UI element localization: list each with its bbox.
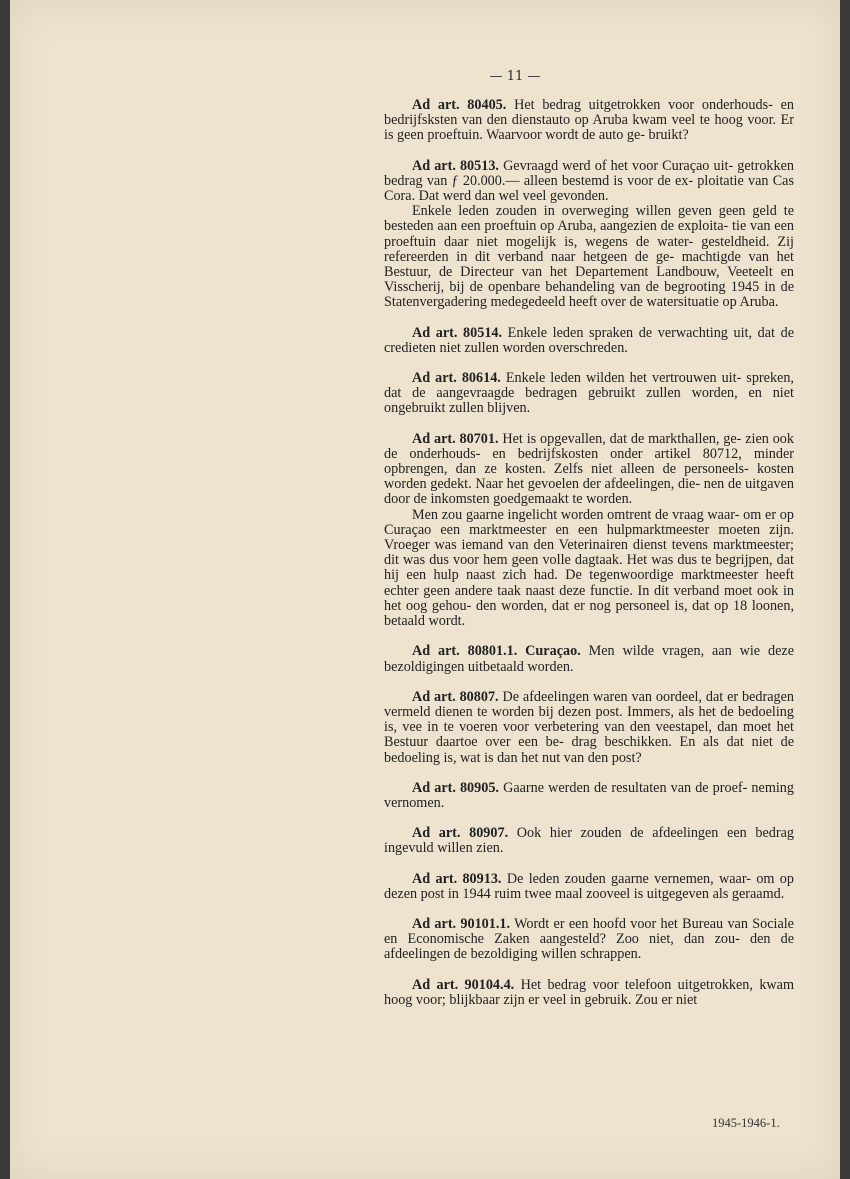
article-label: Ad art. 80405. [412, 97, 507, 113]
paragraph [384, 508, 794, 630]
paragraph-text: Gevraagd werd of het voor Curaçao uit- getrokken bedrag van ƒ 20.000.— alleen bestemd is voor de ex- ploitatie van Cas Cora. Dat werd dan wel veel gevonden. [384, 157, 794, 205]
article-section [384, 826, 794, 856]
page-number: — 11 — [489, 69, 541, 84]
paragraph-text: Men wilde vragen, aan wie deze bezoldigingen uitbetaald worden. [384, 643, 794, 675]
paragraph-text: Enkele leden wilden het vertrouwen uit- spreken, dat de aangevraagde bedragen gebruikt zullen worden, en niet ongebruikt zullen blijven. [384, 370, 794, 417]
article-section [384, 371, 794, 417]
article-section [384, 644, 794, 674]
document-reference: 1945-1946-1. [712, 1116, 780, 1130]
article-label: Ad art. 90104.4. [412, 976, 515, 993]
article-section [384, 978, 794, 1008]
paragraph-text: Men zou gaarne ingelicht worden omtrent de vraag waar- om er op Curaçao een marktmeester en een hulpmarktmeester moeten zijn. Vroeger was iemand van den Veterinairen dienst tevens marktmeester; dit was dus voor hem geen volle dagtaak. Het was dus te begrijpen, dat hij een hulp naast zich had. De tegenwoordige marktmeester heeft echter geen andere taak naast deze functie. In dit verband moet ook in het oog gehou- den worden, dat er nog personeel is, dat op 18 loonen, betaald wordt. [384, 506, 794, 630]
paragraph [384, 98, 794, 144]
article-label: Ad art. 80801.1. Curaçao. [412, 643, 581, 660]
paragraph [384, 872, 794, 902]
article-label: Ad art. 80807. [412, 688, 499, 705]
article-label: Ad art. 80905. [412, 779, 499, 796]
paragraph-text: Het bedrag uitgetrokken voor onderhouds- en bedrijfsksten van den dienstauto op Aruba kwam veel te hoog voor. Er is geen proeftuin. Waarvoor wordt de auto ge- bruikt? [384, 97, 794, 144]
paragraph [384, 690, 794, 766]
paragraph [384, 826, 794, 856]
paragraph [384, 781, 794, 811]
paragraph [384, 326, 794, 356]
article-section [384, 690, 794, 766]
paragraph [384, 917, 794, 963]
paragraph-text: Ook hier zouden de afdeelingen een bedrag ingevuld willen zien. [384, 825, 794, 857]
paragraph-text: Enkele leden zouden in overweging willen geven geen geld te besteden aan een proeftuin op Aruba, aangezien de exploita- tie van een proeftuin daar niet mogelijk is, wegens de water- gesteldheid. Zij refereerden in dit verband naar hetgeen de ge- machtigde van het Bestuur, de Directeur van het Departement Landbouw, Veeteelt en Visscherij, bij de openbare behandeling van de begrooting 1945 in de Statenvergadering medegedeeld heeft over de watersituatie op Aruba. [384, 203, 794, 311]
article-label: Ad art. 80514. [412, 324, 503, 341]
document-page [10, 0, 840, 1179]
article-label: Ad art. 80907. [412, 825, 509, 842]
article-section [384, 781, 794, 811]
paragraph-text: De afdeelingen waren van oordeel, dat er bedragen vermeld dienen te worden bij dezen post. Immers, als het de bedoeling is, vee in te voeren voor verbetering van den veestapel, dan moet het Bestuur daartoe over een be- drag beschikken. En als dat niet de bedoeling is, wat is dan het nut van den post? [384, 688, 794, 766]
article-label: Ad art. 80513. [412, 157, 499, 174]
paragraph [384, 432, 794, 508]
article-section [384, 159, 794, 311]
article-label: Ad art. 90101.1. [412, 915, 511, 932]
article-section [384, 917, 794, 963]
article-section [384, 432, 794, 630]
article-label: Ad art. 80913. [412, 870, 502, 887]
paragraph [384, 204, 794, 310]
paragraph [384, 159, 794, 205]
paragraph [384, 978, 794, 1008]
paragraph [384, 644, 794, 674]
paragraph-text: Het is opgevallen, dat de markthallen, ge- zien ook de onderhouds- en bedrijfskosten onder artikel 80712, minder opbrengen, dan ze kosten. Zelfs niet alleen de personeels- kosten worden gedekt. Naar het gevoelen der afdeelingen, die- nen de uitgaven door de inkomsten goedgemaakt te worden. [384, 430, 794, 508]
paragraph [384, 371, 794, 417]
article-section [384, 872, 794, 902]
paragraph-text: Gaarne werden de resultaten van de proef- neming vernomen. [384, 779, 794, 811]
article-section [384, 98, 794, 144]
paragraph-text: Enkele leden spraken de verwachting uit, dat de credieten niet zullen worden overschreden. [384, 324, 794, 356]
paragraph-text: De leden zouden gaarne vernemen, waar- om op dezen post in 1944 ruim twee maal zooveel is uitgegeven als geraamd. [384, 870, 794, 902]
article-label: Ad art. 80701. [412, 430, 499, 447]
article-label: Ad art. 80614. [412, 370, 501, 387]
paragraph-text: Wordt er een hoofd voor het Bureau van Sociale en Economische Zaken aangesteld? Zoo niet, dan zou- den de afdeelingen de bezoldiging willen schrappen. [384, 915, 794, 963]
article-section [384, 326, 794, 356]
paragraph-text: Het bedrag voor telefoon uitgetrokken, kwam hoog voor; blijkbaar zijn er veel in gebruik. Zou er niet [384, 976, 794, 1008]
document-body [384, 98, 794, 1023]
